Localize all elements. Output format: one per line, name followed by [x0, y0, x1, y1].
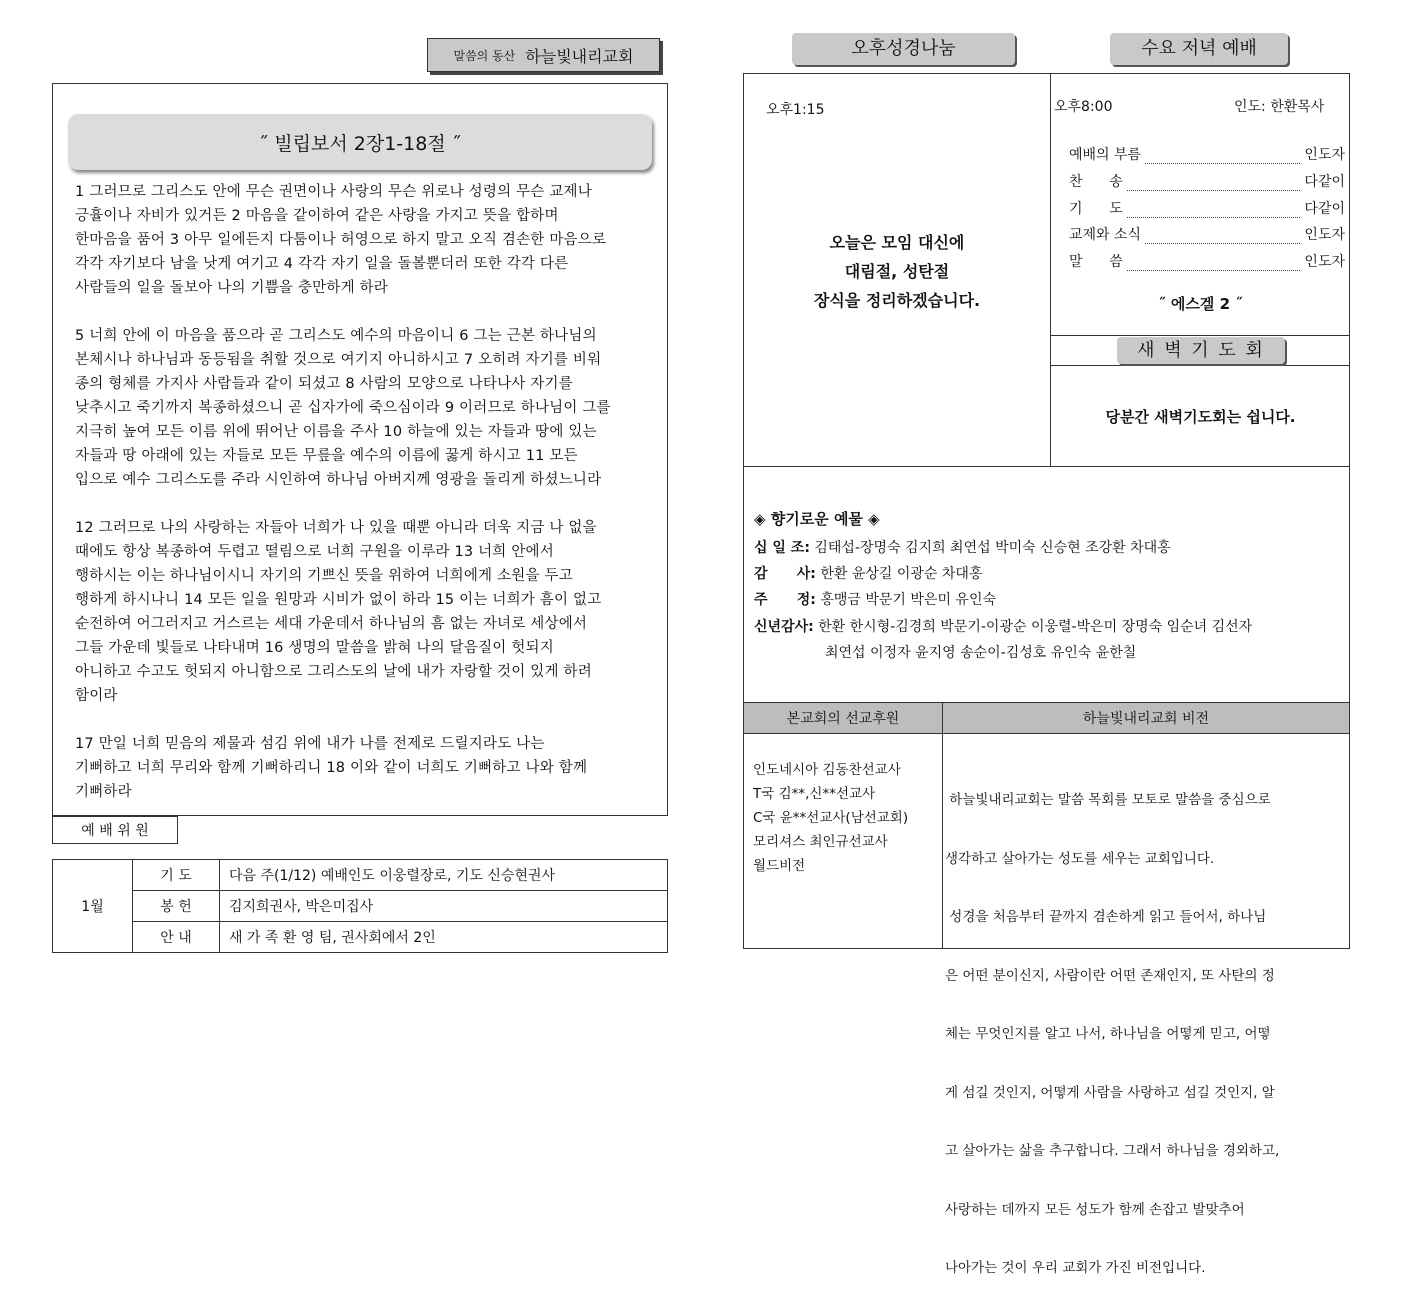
- scripture-panel: [52, 83, 668, 816]
- divider-mission-vertical: [942, 702, 943, 949]
- scripture-line: 사람들의 일을 돌보아 나의 기쁨을 충만하게 하라: [75, 280, 388, 296]
- scripture-line: 긍휼이나 자비가 있거든 2 마음을 같이하여 같은 사랑을 가지고 뜻을 합하며: [75, 208, 559, 224]
- scripture-line: 5 너희 안에 이 마음을 품으라 곧 그리스도 예수의 마음이니 6 그는 근본 하나님의: [75, 328, 597, 344]
- offering-label: 주 정:: [754, 592, 816, 608]
- order-who: 다같이: [1304, 201, 1345, 217]
- mission-header: [744, 703, 942, 733]
- scripture-line: 17 만일 너희 믿음의 제물과 섬김 위에 내가 나를 전제로 드릴지라도 나는: [75, 736, 545, 752]
- committee-value-1: [219, 890, 668, 922]
- mission-header-text: 본교회의 선교후원: [786, 711, 900, 727]
- committee-value-2: [219, 921, 668, 953]
- scripture-line: 함이라: [75, 688, 118, 704]
- scripture-line: 아니하고 수고도 헛되지 아니함으로 그리스도의 날에 내가 자랑할 것이 있게 하려: [75, 664, 592, 680]
- committee-value-text: 다음 주(1/12) 예배인도 이웅렬장로, 기도 신승현권사: [229, 868, 556, 884]
- scripture-line: 각각 자기보다 남을 낫게 여기고 4 각각 자기 일을 돌볼뿐더러 또한 각각 다른: [75, 256, 569, 272]
- offering-row-3: [754, 616, 1252, 636]
- divider-mission-header: [743, 733, 1350, 734]
- wednesday-leader: 인도: 한환목사: [1234, 99, 1325, 115]
- mission-item: 인도네시아 김동찬선교사: [753, 762, 901, 778]
- vision-line: 사랑하는 데까지 모든 성도가 함께 손잡고 발맞추어: [945, 1201, 1245, 1218]
- wednesday-tag-text: 수요 저녁 예배: [1141, 38, 1257, 59]
- order-item: 기 도: [1069, 201, 1123, 217]
- leader-dots: [1127, 181, 1301, 191]
- order-item: 교제와 소식: [1069, 227, 1142, 243]
- order-row-1: [1069, 171, 1345, 191]
- offering-names: 한환 한시형-김경희 박문기-이광순 이웅렬-박은미 장명숙 임순녀 김선자: [818, 619, 1253, 635]
- vision-header: [943, 703, 1349, 733]
- header-tag-church-name: 하늘빛내리교회: [525, 46, 634, 66]
- vision-line: 생각하고 살아가는 성도를 세우는 교회입니다.: [945, 850, 1215, 867]
- order-row-0: [1069, 144, 1345, 164]
- offering-label: 감 사:: [754, 566, 816, 582]
- afternoon-time: 오후1:15: [766, 102, 825, 118]
- scripture-line: 한마음을 품어 3 아무 일에든지 다툼이나 허영으로 하지 말고 오직 겸손한 마음으로: [75, 232, 607, 248]
- vision-line: 고 살아가는 삶을 추구합니다. 그래서 하나님을 경외하고,: [945, 1143, 1280, 1159]
- afternoon-notice-line: 오늘은 모임 대신에: [829, 233, 965, 252]
- offering-row-0: [754, 537, 1171, 557]
- vision-line: 은 어떤 분이신지, 사람이란 어떤 존재인지, 또 사탄의 정: [945, 967, 1275, 984]
- order-row-3: [1069, 224, 1345, 244]
- leader-dots: [1127, 261, 1301, 271]
- divider-dawn-bottom: [1050, 365, 1350, 366]
- scripture-line: 순전하여 어그러지고 거스르는 세대 가운데서 하나님의 흠 없는 자녀로 세상에서: [75, 616, 588, 632]
- offering-names: 한환 윤상길 이광순 차대홍: [820, 566, 983, 582]
- scripture-title: ˝ 빌립보서 2장1-18절 ˝: [258, 132, 462, 155]
- dawn-prayer-tag: [1117, 337, 1285, 364]
- committee-value-0: [219, 859, 668, 891]
- order-row-4: [1069, 251, 1345, 271]
- header-tag-small: 말씀의 동산: [453, 48, 516, 63]
- scripture-line: 종의 형체를 가지사 사람들과 같이 되셨고 8 사람의 모양으로 나타나사 자기를: [75, 376, 573, 392]
- scripture-line: 행하게 하시나니 14 모든 일을 원망과 시비가 없이 하라 15 이는 너희가 흠이 없고: [75, 592, 602, 608]
- committee-table: [52, 859, 668, 953]
- committee-role-1: [132, 890, 220, 922]
- dawn-notice: 당분간 새벽기도회는 쉽니다.: [1105, 408, 1296, 426]
- afternoon-tag-text: 오후성경나눔: [851, 38, 956, 59]
- scripture-line: 1 그러므로 그리스도 안에 무슨 권면이나 사랑의 무슨 위로나 성령의 무슨 교제나: [75, 184, 592, 200]
- scripture-text: [75, 180, 665, 810]
- committee-role-text: 봉 헌: [160, 899, 192, 915]
- scripture-line: 입으로 예수 그리스도를 주라 시인하여 하나님 아버지께 영광을 돌리게 하셨느니라: [75, 472, 602, 488]
- scripture-line: 낮추시고 죽기까지 복종하셨으니 곧 십자가에 죽으심이라 9 이러므로 하나님이 그를: [75, 400, 611, 416]
- order-who: 인도자: [1304, 227, 1345, 243]
- scripture-line: 기뻐하고 너희 무리와 함께 기뻐하리니 18 이와 같이 너희도 기뻐하고 나와 함께: [75, 760, 588, 776]
- vision-text: [945, 752, 1347, 1298]
- vision-line: 나아가는 것이 우리 교회가 가진 비전입니다.: [945, 1260, 1206, 1276]
- mission-item: 모리셔스 최인규선교사: [753, 834, 888, 850]
- left-header-tag: [427, 38, 660, 72]
- afternoon-bible-tag: [792, 33, 1015, 65]
- order-item: 예배의 부름: [1069, 147, 1142, 163]
- order-who: 다같이: [1304, 174, 1345, 190]
- wednesday-sermon: ˝ 에스겔 2 ˝: [1158, 295, 1243, 313]
- afternoon-notice: [744, 228, 1050, 315]
- offering-row-4: [825, 642, 1136, 662]
- committee-label-text: 예 배 위 원: [81, 823, 149, 839]
- scripture-line: 지극히 높여 모든 이름 위에 뛰어난 이름을 주사 10 하늘에 있는 자들과 땅에 있는: [75, 424, 597, 440]
- order-row-2: [1069, 198, 1345, 218]
- scripture-title-bar: [68, 114, 652, 170]
- order-who: 인도자: [1304, 147, 1345, 163]
- vision-line: 체는 무엇인지를 알고 나서, 하나님을 어떻게 믿고, 어떻: [945, 1026, 1271, 1042]
- committee-role-text: 기 도: [160, 868, 192, 884]
- mission-item: T국 김**,신**선교사: [753, 786, 876, 802]
- wednesday-service-tag: [1110, 33, 1288, 65]
- committee-role-2: [132, 921, 220, 953]
- offering-label: 신년감사:: [754, 619, 814, 635]
- scripture-line: 12 그러므로 나의 사랑하는 자들아 너희가 나 있을 때뿐 아니라 더욱 지금 나 없을: [75, 520, 597, 536]
- offering-names: 최연섭 이정자 윤지영 송순이-김성호 유인숙 윤한칠: [825, 645, 1137, 661]
- vision-header-text: 하늘빛내리교회 비전: [1082, 711, 1210, 727]
- offering-names: 김태섭-장명숙 김지희 최연섭 박미숙 신승현 조강환 차대홍: [814, 540, 1171, 556]
- committee-role-0: [132, 859, 220, 891]
- offering-row-1: [754, 563, 982, 583]
- divider-horizontal-mid: [743, 466, 1350, 467]
- leader-dots: [1145, 154, 1300, 164]
- leader-dots: [1127, 208, 1301, 218]
- order-item: 찬 송: [1069, 174, 1123, 190]
- committee-value-text: 김지희권사, 박은미집사: [229, 899, 374, 915]
- worship-committee-label: [52, 816, 178, 844]
- vision-line: 하늘빛내리교회는 말씀 목회를 모토로 말씀을 중심으로: [945, 792, 1271, 808]
- afternoon-notice-line: 대림절, 성탄절: [844, 262, 950, 281]
- committee-month-cell: [52, 859, 133, 953]
- mission-list: [753, 758, 908, 878]
- committee-month: 1월: [81, 899, 104, 915]
- scripture-line: 본체시나 하나님과 동등됨을 취할 것으로 여기지 아니하시고 7 오히려 자기를 비워: [75, 352, 602, 368]
- dawn-tag-text: 새 벽 기 도 회: [1137, 340, 1265, 361]
- offering-label: 십 일 조:: [754, 540, 810, 556]
- mission-item: C국 윤**선교사(남선교회): [753, 810, 909, 826]
- scripture-line: 행하시는 이는 하나님이시니 자기의 기쁘신 뜻을 위하여 너희에게 소원을 두고: [75, 568, 573, 584]
- order-who: 인도자: [1304, 254, 1345, 270]
- offerings-title: ◈ 향기로운 예물 ◈: [754, 510, 880, 528]
- order-item: 말 씀: [1069, 254, 1123, 270]
- scripture-line: 그들 가운데 빛들로 나타내며 16 생명의 말씀을 밝혀 나의 달음질이 헛되지: [75, 640, 554, 656]
- leader-dots: [1145, 234, 1300, 244]
- vision-line: 게 섬길 것인지, 어떻게 사람을 사랑하고 섬길 것인지, 알: [945, 1084, 1275, 1101]
- offering-names: 홍맹금 박문기 박은미 유인숙: [820, 592, 996, 608]
- wednesday-time: 오후8:00: [1054, 99, 1113, 115]
- mission-item: 월드비전: [753, 858, 806, 874]
- scripture-line: 기뻐하라: [75, 784, 132, 800]
- committee-value-text: 새 가 족 환 영 팀, 권사회에서 2인: [229, 930, 436, 946]
- vision-line: 성경을 처음부터 끝까지 겸손하게 읽고 들어서, 하나님: [945, 909, 1267, 925]
- afternoon-notice-line: 장식을 정리하겠습니다.: [813, 291, 981, 310]
- offering-row-2: [754, 589, 996, 609]
- scripture-line: 때에도 항상 복종하여 두렵고 떨림으로 너희 구원을 이루라 13 너희 안에서: [75, 544, 554, 560]
- scripture-line: 자들과 땅 아래에 있는 자들로 모든 무릎을 예수의 이름에 꿇게 하시고 11 모든: [75, 448, 578, 464]
- committee-role-text: 안 내: [160, 930, 192, 946]
- divider-dawn-top: [1050, 335, 1350, 336]
